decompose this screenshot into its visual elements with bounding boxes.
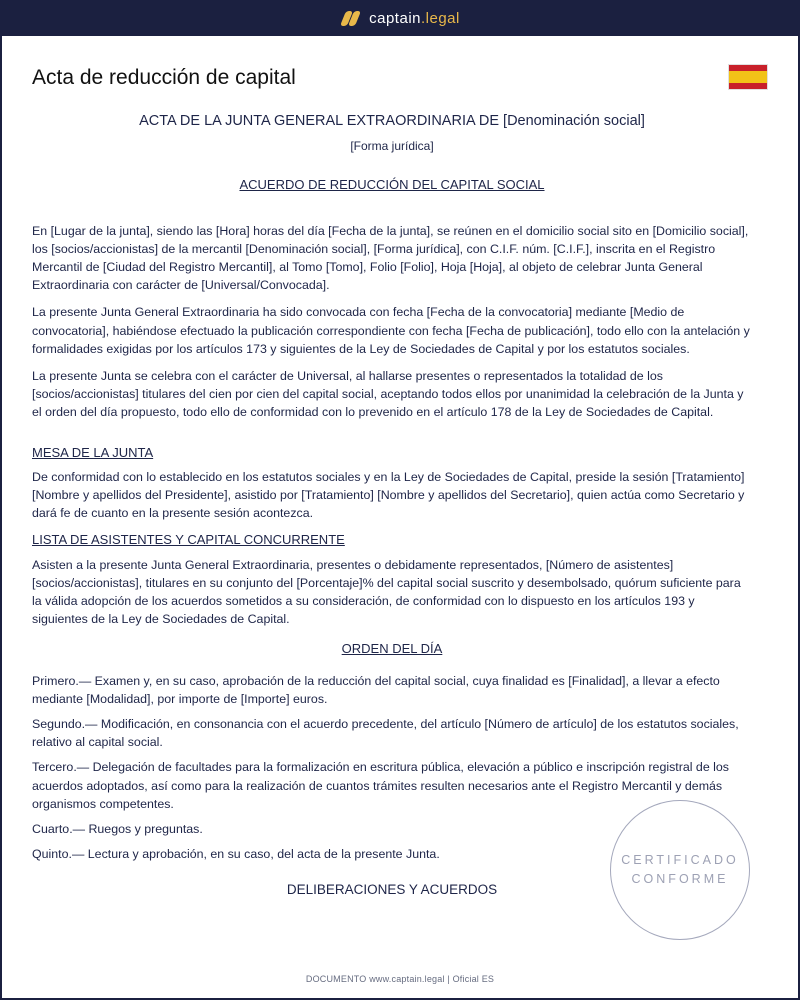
orden-heading: ORDEN DEL DÍA <box>341 641 443 657</box>
document-title: Acta de reducción de capital <box>32 66 296 89</box>
brand[interactable] <box>340 10 460 27</box>
intro-paragraph: La presente Junta se celebra con el carácter de Universal, al hallarse presentes o representados la totalidad de los [socios/accionistas] titulares del cien por cien del capital social, aceptando todos ellos por unanimidad la celebración de la Junta y el orden del día propuesto, todo ello de conformidad con lo prevenido en el artículo 178 de la Ley de Sociedades de Capital. <box>32 369 744 420</box>
deliberaciones-heading: DELIBERACIONES Y ACUERDOS <box>286 881 498 897</box>
main-heading: ACTA DE LA JUNTA GENERAL EXTRAORDINARIA DE [Denominación social] <box>139 113 645 129</box>
legal-form: [Forma jurídica] <box>350 139 434 154</box>
captain-logo-icon <box>340 10 360 26</box>
agenda-item: Tercero.— Delegación de facultades para la formalización en escritura pública, elevación a público e inscripción registral de los acuerdos adoptados, así como para la realización de cuantos trámites resulten necesarios ante el Registro Mercantil y demás organismos competentes. <box>32 760 729 811</box>
mesa-paragraph: De conformidad con lo establecido en los estatutos sociales y en la Ley de Sociedades de Capital, preside la sesión [Tratamiento] [Nombre y apellidos del Presidente], asistido por [Tratamiento] [Nombre y apellidos del Secretario], quien actúa como Secretario y dará fe de cuanto en la presente sesión acontezca. <box>32 469 745 521</box>
asistentes-paragraph: Asisten a la presente Junta General Extraordinaria, presentes o debidamente representados, [Número de asistentes] [socios/accionistas], titulares en su conjunto del [Porcentaje]% del capital social suscrito y desembolsado, quórum suficiente para la válida adopción de los acuerdos sometidos a su consideración, de conformidad con lo dispuesto en los artículos 193 y siguientes de la Ley de Sociedades de Capital. <box>32 557 741 627</box>
agenda-item: Primero.— Examen y, en su caso, aprobación de la reducción del capital social, cuya finalidad es [Finalidad], a llevar a efecto mediante [Modalidad], por importe de [Importe] euros. <box>32 673 720 706</box>
stamp-line: CONFORME <box>631 872 729 886</box>
intro-paragraph: En [Lugar de la junta], siendo las [Hora] horas del día [Fecha de la junta], se reúnen en el domicilio social sito en [Domicilio social], los [socios/accionistas] de la mercantil [Denominación social], [Forma jurídica], con C.I.F. núm. [C.I.F.], inscrita en el Registro Mercantil de [Ciudad del Registro Mercantil], al Tomo [Tomo], Folio [Folio], Hoja [Hoja], al objeto de celebrar Junta General Extraordinaria con carácter de [Universal/Convocada]. <box>32 223 749 293</box>
agenda-item: Quinto.— Lectura y aprobación, en su caso, del acta de la presente Junta. <box>32 847 440 862</box>
footer-text: DOCUMENTO www.captain.legal | Oficial ES <box>305 974 495 984</box>
certificado-stamp <box>610 800 750 940</box>
brand-tld: .legal <box>421 9 460 27</box>
spain-flag-icon <box>728 64 768 90</box>
intro-paragraph: La presente Junta General Extraordinaria ha sido convocada con fecha [Fecha de la convocatoria] mediante [Medio de convocatoria], habiéndose efectuado la publicación correspondiente con fecha [Fecha de publicación], todo ello con la antelación y formalidades exigidas por los artículos 173 y siguientes de la Ley de Sociedades de Capital y por los estatutos sociales. <box>32 305 750 356</box>
agreement-heading: ACUERDO DE REDUCCIÓN DEL CAPITAL SOCIAL <box>239 177 545 193</box>
document-body <box>32 112 752 899</box>
top-bar <box>0 0 800 36</box>
asistentes-heading: LISTA DE ASISTENTES Y CAPITAL CONCURRENTE <box>32 532 345 548</box>
mesa-heading: MESA DE LA JUNTA <box>32 444 154 460</box>
document-page <box>2 36 798 998</box>
stamp-line: CERTIFICADO <box>621 853 739 867</box>
agenda-item: Cuarto.— Ruegos y preguntas. <box>32 822 203 837</box>
agenda-item: Segundo.— Modificación, en consonancia con el acuerdo precedente, del artículo [Número de artículo] de los estatutos sociales, relativo al capital social. <box>32 717 739 750</box>
brand-name: captain.legal <box>369 9 460 27</box>
